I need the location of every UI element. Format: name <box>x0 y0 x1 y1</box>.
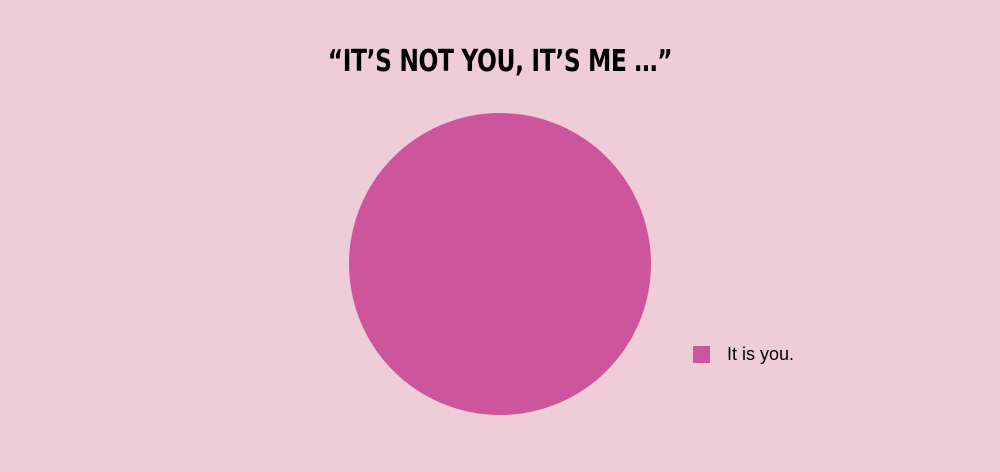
legend-swatch <box>693 346 710 363</box>
legend-label: It is you. <box>727 344 795 364</box>
chart-title: “IT’S NOT YOU, IT’S ME …” <box>327 44 673 79</box>
pie-slice-0 <box>349 113 651 415</box>
chart-legend <box>693 344 794 364</box>
